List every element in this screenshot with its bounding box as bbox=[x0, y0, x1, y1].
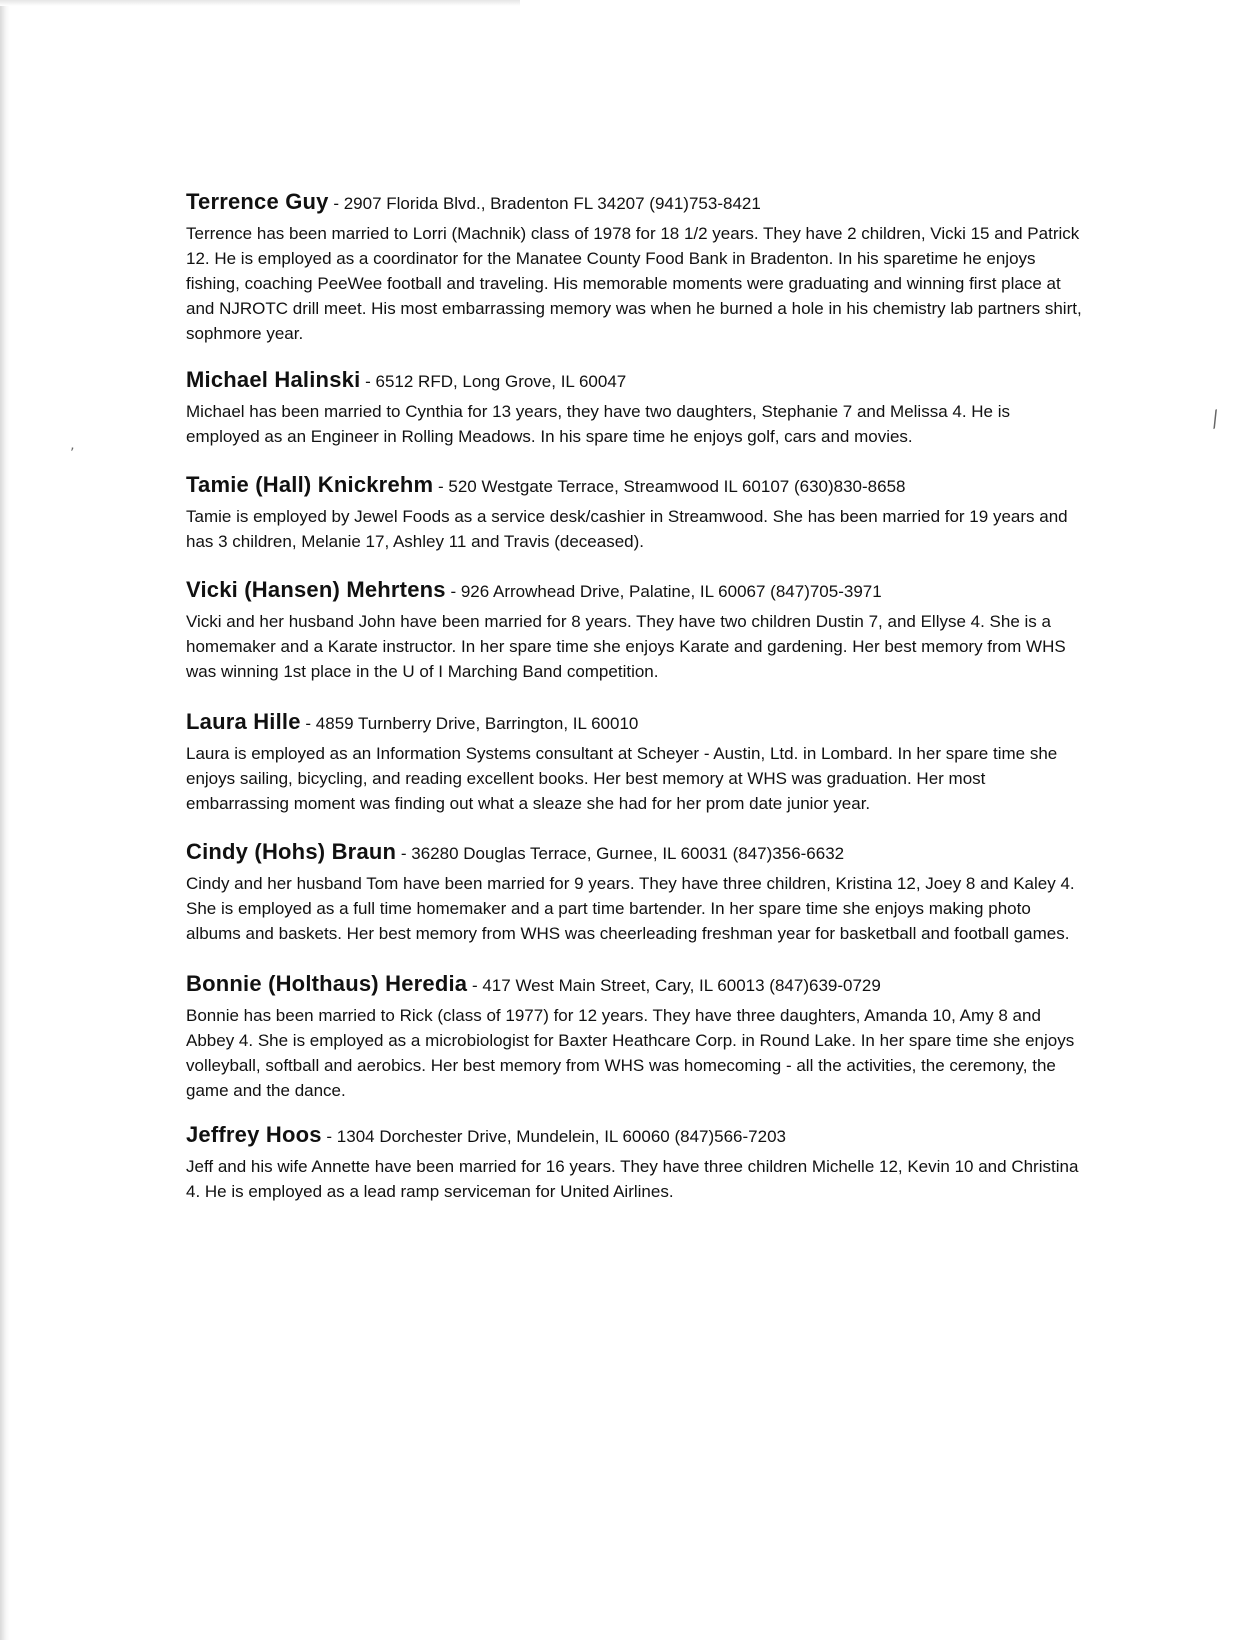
entry-bio: Vicki and her husband John have been married for 8 years. They have two children Dustin 7, and Ellyse 4. She is a homemaker and a Karate instructor. In her spare time she enjoys Karate and gardening. Her best memory from WHS was winning 1st place in the U of I Marching Band competition. bbox=[186, 612, 1066, 681]
entry-address: - 6512 RFD, Long Grove, IL 60047 bbox=[360, 372, 627, 391]
entry-name: Jeffrey Hoos bbox=[186, 1122, 322, 1147]
alumni-entry bbox=[186, 188, 1086, 346]
entry-bio: Tamie is employed by Jewel Foods as a service desk/cashier in Streamwood. She has been married for 19 years and has 3 children, Melanie 17, Ashley 11 and Travis (deceased). bbox=[186, 507, 1068, 551]
entry-bio: Bonnie has been married to Rick (class of 1977) for 12 years. They have three daughters, Amanda 10, Amy 8 and Abbey 4. She is employed as a microbiologist for Baxter Heathcare Corp. in Round Lake. In her spare time she enjoys volleyball, softball and aerobics. Her best memory from WHS was homecoming - all the activities, the ceremony, the game and the dance. bbox=[186, 1006, 1075, 1100]
alumni-entry bbox=[186, 708, 1086, 816]
alumni-entry bbox=[186, 366, 1086, 449]
entry-bio: Terrence has been married to Lorri (Machnik) class of 1978 for 18 1/2 years. They have 2 children, Vicki 15 and Patrick 12. He is employed as a coordinator for the Manatee County Food Bank in Bradenton. In his sparetime he enjoys fishing, coaching PeeWee football and traveling. His memorable moments were graduating and winning first place at and NJROTC drill meet. His most embarrassing memory was when he burned a hole in his chemistry lab partners shirt, sophmore year. bbox=[186, 224, 1082, 343]
stray-mark-slash: ⁄ bbox=[1208, 408, 1223, 433]
page-top-shadow bbox=[0, 0, 520, 6]
entry-name: Tamie (Hall) Knickrehm bbox=[186, 472, 434, 497]
entry-address: - 1304 Dorchester Drive, Mundelein, IL 60060 (847)566-7203 bbox=[321, 1127, 786, 1146]
alumni-entry bbox=[186, 970, 1086, 1103]
entry-name: Vicki (Hansen) Mehrtens bbox=[186, 577, 446, 602]
entry-header bbox=[186, 366, 1086, 397]
entry-address: - 4859 Turnberry Drive, Barrington, IL 60010 bbox=[300, 714, 639, 733]
entry-bio: Laura is employed as an Information Systems consultant at Scheyer - Austin, Ltd. in Lombard. In her spare time she enjoys sailing, bicycling, and reading excellent books. Her best memory at WHS was graduation. Her most embarrassing moment was finding out what a sleaze she had for her prom date junior year. bbox=[186, 744, 1058, 813]
entry-bio: Jeff and his wife Annette have been married for 16 years. They have three children Michelle 12, Kevin 10 and Christina 4. He is employed as a lead ramp serviceman for United Airlines. bbox=[186, 1157, 1079, 1201]
entry-address: - 926 Arrowhead Drive, Palatine, IL 60067 (847)705-3971 bbox=[445, 582, 882, 601]
entry-address: - 417 West Main Street, Cary, IL 60013 (847)639-0729 bbox=[467, 976, 881, 995]
alumni-entries-list bbox=[186, 188, 1086, 1226]
entry-name: Michael Halinski bbox=[186, 367, 361, 392]
page-edge-shadow bbox=[0, 0, 10, 1640]
entry-header bbox=[186, 576, 1086, 607]
entry-header bbox=[186, 188, 1086, 219]
entry-name: Cindy (Hohs) Braun bbox=[186, 839, 397, 864]
alumni-entry bbox=[186, 1121, 1086, 1204]
stray-mark-dot: ’ bbox=[70, 446, 75, 462]
entry-header bbox=[186, 1121, 1086, 1152]
entry-address: - 520 Westgate Terrace, Streamwood IL 60107 (630)830-8658 bbox=[433, 477, 906, 496]
alumni-entry bbox=[186, 576, 1086, 684]
entry-name: Bonnie (Holthaus) Heredia bbox=[186, 971, 468, 996]
entry-bio: Cindy and her husband Tom have been married for 9 years. They have three children, Kristina 12, Joey 8 and Kaley 4. She is employed as a full time homemaker and a part time bartender. In her spare time she enjoys making photo albums and baskets. Her best memory from WHS was cheerleading freshman year for basketball and football games. bbox=[186, 874, 1075, 943]
entry-bio: Michael has been married to Cynthia for 13 years, they have two daughters, Stephanie 7 and Melissa 4. He is employed as an Engineer in Rolling Meadows. In his spare time he enjoys golf, cars and movies. bbox=[186, 402, 1011, 446]
entry-name: Terrence Guy bbox=[186, 189, 329, 214]
entry-address: - 2907 Florida Blvd., Bradenton FL 34207 (941)753-8421 bbox=[328, 194, 761, 213]
alumni-entry bbox=[186, 471, 1086, 554]
entry-header bbox=[186, 838, 1086, 869]
entry-header bbox=[186, 471, 1086, 502]
entry-header bbox=[186, 708, 1086, 739]
entry-header bbox=[186, 970, 1086, 1001]
alumni-entry bbox=[186, 838, 1086, 946]
entry-address: - 36280 Douglas Terrace, Gurnee, IL 60031 (847)356-6632 bbox=[396, 844, 845, 863]
entry-name: Laura Hille bbox=[186, 709, 301, 734]
